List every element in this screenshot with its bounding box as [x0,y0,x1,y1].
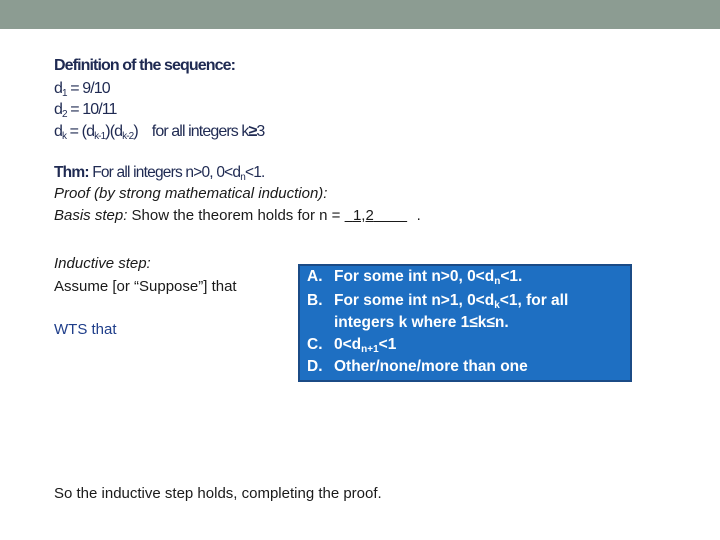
definition-d1: $d_1 = 9/10$ [54,80,110,99]
inductive-assume: Assume [or “Suppose”] that [54,278,237,295]
choice-d[interactable]: D. Other/none/more than one [307,358,528,375]
basis-step: Basis step: Show the theorem holds for n = 1,2 . [54,207,421,224]
choice-c[interactable]: C. $0<d_{n+1}<1$ [307,336,397,355]
proof-heading: Proof (by strong mathematical induction): [54,185,328,202]
theorem-statement: Thm: For all integers n>0, $0<d_n<1$. [54,164,265,183]
slide-top-bar [0,0,720,29]
definition-dk: $d_k = (d_{k-1})(d_{k-2})$ for all integers k≥3 [54,123,265,142]
basis-blank: 1,2 [352,207,374,224]
choice-a[interactable]: A. For some int n>0, $0<d_n<1$. [307,268,523,287]
definition-d2: $d_2 = 10/11$ [54,101,117,120]
conclusion-text: So the inductive step holds, completing the proof. [54,485,382,502]
definition-title: Definition of the sequence: [54,57,236,74]
choice-b[interactable]: B. For some int n>1, $0<d_k<1$, for all [307,292,569,311]
inductive-wts: WTS that [54,321,117,338]
choice-b-continued: integers k where 1≤k≤n. [334,314,509,331]
answer-choices-box [298,264,632,382]
inductive-heading: Inductive step: [54,255,151,272]
